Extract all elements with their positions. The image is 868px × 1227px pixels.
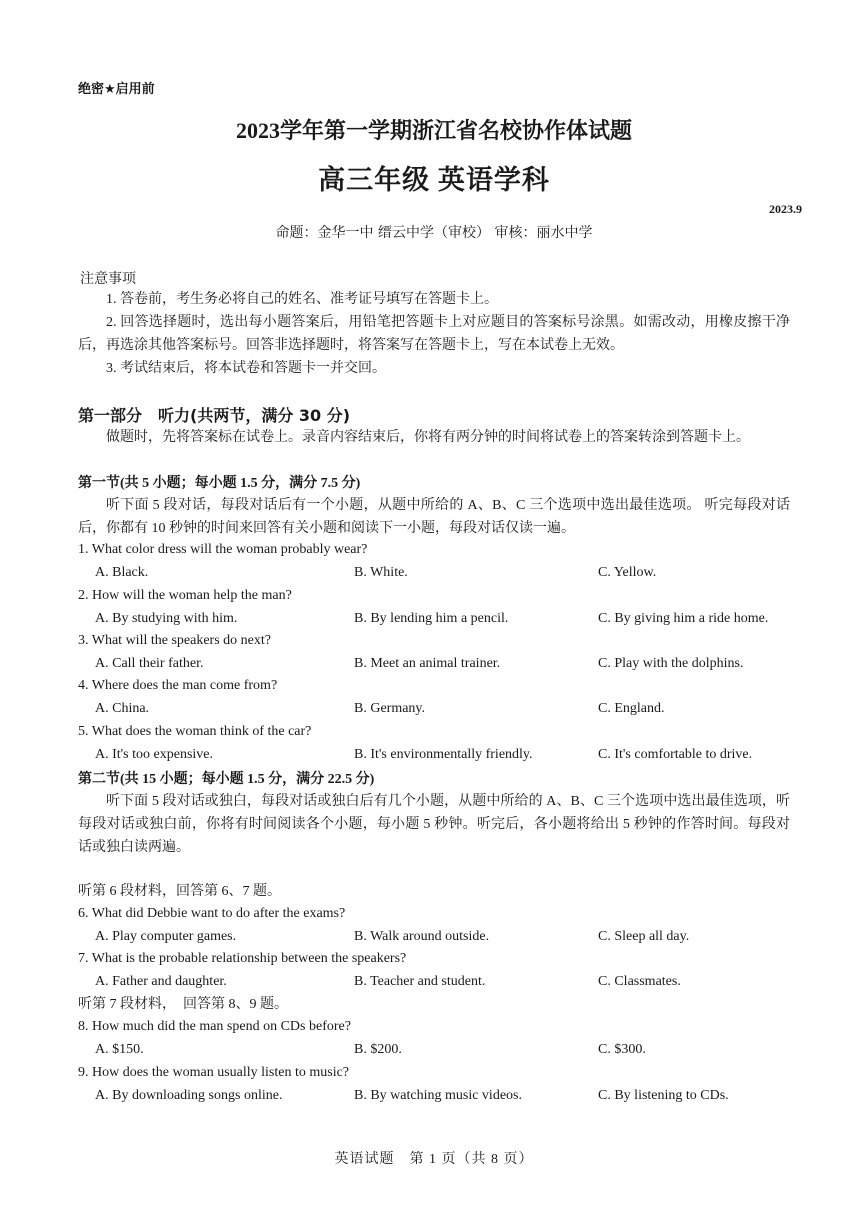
option-4a: A. China. — [95, 701, 150, 716]
material-6-label: 听第 6 段材料，回答第 6、7 题。 — [78, 884, 281, 899]
option-8c: C. $300. — [598, 1042, 646, 1057]
option-1a: A. Black. — [95, 565, 149, 580]
part1-title: 第一部分 听力(共两节，满分 30 分) — [78, 406, 351, 425]
exam-title: 2023学年第一学期浙江省名校协作体试题 — [235, 118, 632, 143]
section2-intro: 听下面 5 段对话或独白，每段对话或独白后有几个小题，从题中所给的 A、B、C 三个选项中选出最佳选项，听每段对话或独白前，你将有时间阅读各个小题，每小题 5 秒钟。听完后，各小题将给出 5 秒钟的作答时间。每段对话或独白读两遍。 — [78, 794, 790, 855]
option-7c: C. Classmates. — [598, 974, 681, 989]
option-7a: A. Father and daughter. — [95, 974, 227, 989]
notes-title: 注意事项 — [80, 271, 136, 287]
question-9: 9. How does the woman usually listen to music? — [78, 1065, 350, 1080]
section2-title: 第二节(共 15 小题；每小题 1.5 分，满分 22.5 分) — [78, 772, 375, 787]
authors-line: 命题：金华一中 缙云中学（审校） 审核：丽水中学 — [275, 225, 593, 241]
option-1b: B. White. — [354, 565, 408, 580]
confidential-label: 绝密★启用前 — [78, 82, 155, 97]
option-9a: A. By downloading songs online. — [95, 1088, 283, 1103]
option-4c: C. England. — [598, 701, 665, 716]
question-1: 1. What color dress will the woman probably wear? — [78, 542, 368, 557]
question-6: 6. What did Debbie want to do after the exams? — [78, 906, 346, 921]
question-4: 4. Where does the man come from? — [78, 678, 278, 693]
option-9b: B. By watching music videos. — [354, 1088, 522, 1103]
option-2c: C. By giving him a ride home. — [598, 611, 769, 626]
question-3: 3. What will the speakers do next? — [78, 633, 271, 648]
part1-intro: 做题时，先将答案标在试卷上。录音内容结束后，你将有两分钟的时间将试卷上的答案转涂到答题卡上。 — [106, 430, 750, 445]
page-footer: 英语试题 第 1 页（共 8 页） — [334, 1152, 534, 1167]
option-4b: B. Germany. — [354, 701, 426, 716]
option-5a: A. It's too expensive. — [95, 747, 214, 762]
option-8a: A. $150. — [95, 1042, 144, 1057]
option-3b: B. Meet an animal trainer. — [354, 656, 501, 671]
option-3c: C. Play with the dolphins. — [598, 656, 744, 671]
option-6c: C. Sleep all day. — [598, 929, 690, 944]
exam-subtitle: 高三年级 英语学科 — [318, 165, 550, 195]
option-1c: C. Yellow. — [598, 565, 657, 580]
option-5b: B. It's environmentally friendly. — [354, 747, 533, 762]
option-5c: C. It's comfortable to drive. — [598, 747, 753, 762]
option-8b: B. $200. — [354, 1042, 402, 1057]
option-2b: B. By lending him a pencil. — [354, 611, 509, 626]
note-item-2: 2. 回答选择题时，选出每小题答案后，用铅笔把答题卡上对应题目的答案标号涂黑。如需改动，用橡皮擦干净后，再选涂其他答案标号。回答非选择题时，将答案写在答题卡上，写在本试卷上无效。 — [78, 315, 790, 353]
option-6a: A. Play computer games. — [95, 929, 237, 944]
note-item-1: 1. 答卷前，考生务必将自己的姓名、准考证号填写在答题卡上。 — [106, 292, 498, 307]
option-7b: B. Teacher and student. — [354, 974, 486, 989]
option-9c: C. By listening to CDs. — [598, 1088, 729, 1103]
option-6b: B. Walk around outside. — [354, 929, 490, 944]
exam-date: 2023.9 — [769, 202, 802, 216]
option-3a: A. Call their father. — [95, 656, 204, 671]
option-2a: A. By studying with him. — [95, 611, 238, 626]
question-5: 5. What does the woman think of the car? — [78, 724, 312, 739]
question-8: 8. How much did the man spend on CDs before? — [78, 1019, 351, 1034]
material-7-label: 听第 7 段材料， 回答第 8、9 题。 — [78, 997, 288, 1012]
section1-title: 第一节(共 5 小题；每小题 1.5 分，满分 7.5 分) — [78, 476, 361, 491]
note-item-3: 3. 考试结束后，将本试卷和答题卡一并交回。 — [106, 361, 386, 376]
question-2: 2. How will the woman help the man? — [78, 588, 292, 603]
section1-intro: 听下面 5 段对话，每段对话后有一个小题，从题中所给的 A、B、C 三个选项中选出最佳选项。 听完每段对话后，你都有 10 秒钟的时间来回答有关小题和阅读下一小题，每段对话仅读一遍。 — [78, 498, 790, 536]
question-7: 7. What is the probable relationship between the speakers? — [78, 951, 407, 966]
